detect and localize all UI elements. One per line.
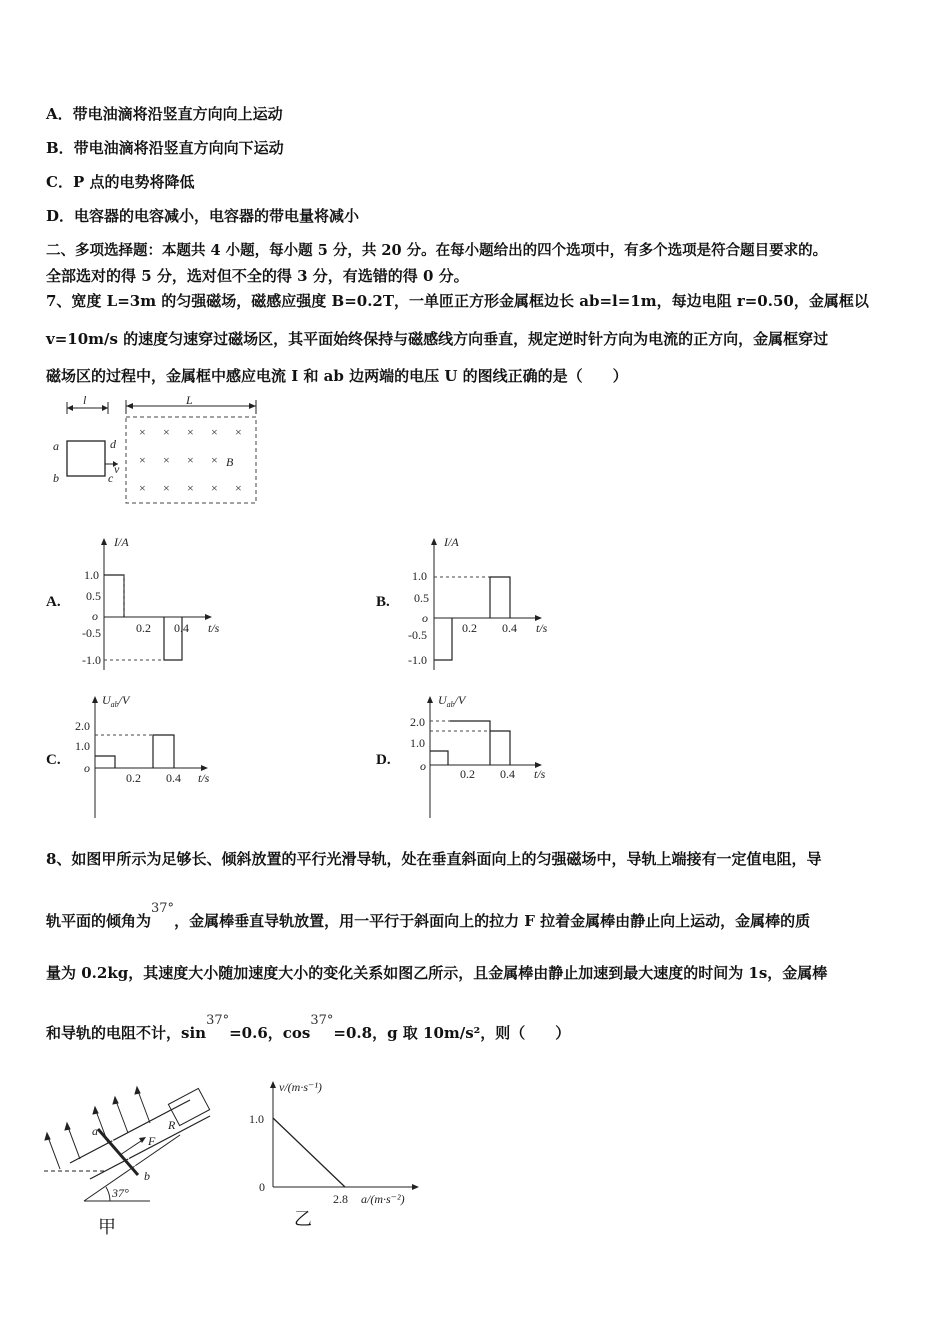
svg-text:-0.5: -0.5 bbox=[408, 628, 427, 642]
angle-37-sup: 37° bbox=[151, 901, 175, 916]
field-cross: × bbox=[187, 481, 194, 495]
svg-text:Uab/V: $U_{ab}/V$ bbox=[438, 693, 466, 709]
section2-scoring: 全部选对的得 5 分，选对但不全的得 3 分，有选错的得 0 分。 bbox=[46, 267, 469, 285]
svg-text:1.0: 1.0 bbox=[410, 736, 425, 750]
svg-text:a: a bbox=[53, 439, 59, 453]
svg-text:-1.0: -1.0 bbox=[408, 653, 427, 667]
svg-text:0.4: 0.4 bbox=[166, 771, 181, 785]
svg-text:o: o bbox=[422, 611, 428, 625]
svg-text:0.2: 0.2 bbox=[136, 621, 151, 635]
svg-text:v: v bbox=[114, 462, 120, 476]
q8-stem-line4: 和导轨的电阻不计，sin37°=0.6，cos37°=0.8，g 取 10m/s²，则（ ） bbox=[46, 1013, 571, 1042]
q7-option-a-label: A. bbox=[46, 594, 61, 610]
svg-text:I/A: I/A bbox=[114, 535, 129, 549]
q7-option-c-label: C. bbox=[46, 752, 61, 768]
field-cross: × bbox=[163, 481, 170, 495]
svg-text:0.4: 0.4 bbox=[500, 767, 515, 781]
frame-width-label: l bbox=[83, 393, 87, 407]
q7-option-b-label: B. bbox=[376, 594, 390, 610]
svg-text:t/s: t/s bbox=[198, 771, 210, 785]
svg-text:2.8: 2.8 bbox=[333, 1192, 348, 1206]
svg-text:d: d bbox=[110, 437, 116, 451]
field-cross: × bbox=[163, 453, 170, 467]
svg-text:b: b bbox=[53, 471, 59, 485]
field-cross: × bbox=[211, 481, 218, 495]
field-cross: × bbox=[139, 481, 146, 495]
svg-text:0.5: 0.5 bbox=[414, 591, 429, 605]
q7-stem-line1: 7、宽度 L=3m 的匀强磁场，磁感应强度 B=0.2T，一单匝正方形金属框边长 ab=l=1m，每边电阻 r=0.50，金属框以 bbox=[46, 292, 869, 310]
svg-text:F: F bbox=[148, 1134, 156, 1148]
svg-text:o: o bbox=[420, 759, 426, 773]
q6-option-c: C．P 点的电势将降低 bbox=[46, 173, 195, 191]
svg-text:t/s: t/s bbox=[536, 621, 548, 635]
svg-text:a: a bbox=[92, 1124, 98, 1138]
q7-option-d-label: D. bbox=[376, 752, 391, 768]
svg-text:R: R bbox=[168, 1118, 176, 1132]
svg-text:1.0: 1.0 bbox=[412, 569, 427, 583]
svg-text:t/s: t/s bbox=[534, 767, 546, 781]
field-cross: × bbox=[139, 453, 146, 467]
svg-text:t/s: t/s bbox=[208, 621, 220, 635]
svg-text:B: B bbox=[226, 455, 234, 469]
svg-text:2.0: 2.0 bbox=[75, 719, 90, 733]
field-cross: × bbox=[139, 425, 146, 439]
figure-jia-caption: 甲 bbox=[98, 1217, 116, 1238]
field-cross: × bbox=[187, 453, 194, 467]
svg-text:37°: 37° bbox=[112, 1186, 129, 1200]
svg-text:2.0: 2.0 bbox=[410, 715, 425, 729]
q6-option-d: D．电容器的电容减小，电容器的带电量将减小 bbox=[46, 207, 360, 225]
svg-text:0.5: 0.5 bbox=[86, 589, 101, 603]
q8-figure-jia bbox=[40, 1075, 240, 1235]
v-a-line bbox=[273, 1118, 345, 1187]
q6-option-a: A．带电油滴将沿竖直方向向上运动 bbox=[46, 105, 283, 123]
field-cross: × bbox=[211, 425, 218, 439]
q7-graph-c bbox=[70, 690, 240, 820]
svg-text:L: L bbox=[186, 393, 193, 407]
q8-stem-line3: 量为 0.2kg，其速度大小随加速度大小的变化关系如图乙所示，且金属棒由静止加速到最大速度的时间为 1s，金属棒 bbox=[46, 964, 828, 982]
svg-text:0.4: 0.4 bbox=[174, 621, 189, 635]
svg-text:o: o bbox=[92, 609, 98, 623]
section2-heading: 二、多项选择题：本题共 4 小题，每小题 5 分，共 20 分。在每小题给出的四个选项中，有多个选项是符合题目要求的。 bbox=[46, 242, 828, 259]
figure-yi-caption: 乙 bbox=[294, 1209, 312, 1230]
q7-stem-line2: v=10m/s 的速度匀速穿过磁场区，其平面始终保持与磁感线方向垂直，规定逆时针方向为电流的正方向，金属框穿过 bbox=[46, 330, 829, 348]
svg-text:Uab/V: $U_{ab}/V$ bbox=[102, 693, 130, 709]
field-cross: × bbox=[235, 425, 242, 439]
svg-text:v/(m·s⁻¹): v/(m·s⁻¹) bbox=[279, 1080, 322, 1094]
q8-figure-yi bbox=[245, 1075, 435, 1205]
svg-text:c: c bbox=[108, 471, 114, 485]
svg-text:1.0: 1.0 bbox=[84, 568, 99, 582]
field-cross: × bbox=[235, 481, 242, 495]
svg-text:0.4: 0.4 bbox=[502, 621, 517, 635]
q7-field-figure bbox=[50, 393, 270, 508]
q7-graph-b bbox=[400, 530, 570, 675]
field-cross: × bbox=[163, 425, 170, 439]
q6-option-b: B．带电油滴将沿竖直方向向下运动 bbox=[46, 139, 284, 157]
q7-graph-d bbox=[400, 690, 570, 820]
svg-text:0: 0 bbox=[259, 1180, 265, 1194]
svg-text:b: b bbox=[144, 1169, 150, 1183]
svg-text:0.2: 0.2 bbox=[460, 767, 475, 781]
svg-text:0.2: 0.2 bbox=[126, 771, 141, 785]
svg-text:-0.5: -0.5 bbox=[82, 626, 101, 640]
q7-stem-line3: 磁场区的过程中，金属框中感应电流 I 和 ab 边两端的电压 U 的图线正确的是（ ） bbox=[46, 367, 628, 385]
svg-text:0.2: 0.2 bbox=[462, 621, 477, 635]
q7-graph-a bbox=[70, 530, 240, 675]
svg-text:-1.0: -1.0 bbox=[82, 653, 101, 667]
svg-text:1.0: 1.0 bbox=[249, 1112, 264, 1126]
metal-frame bbox=[67, 441, 105, 476]
field-cross: × bbox=[187, 425, 194, 439]
q8-stem-line2: 轨平面的倾角为37°，金属棒垂直导轨放置，用一平行于斜面向上的拉力 F 拉着金属棒由静止向上运动，金属棒的质 bbox=[46, 901, 811, 930]
svg-text:o: o bbox=[84, 761, 90, 775]
svg-text:1.0: 1.0 bbox=[75, 739, 90, 753]
field-cross: × bbox=[211, 453, 218, 467]
svg-text:a/(m·s⁻²): a/(m·s⁻²) bbox=[361, 1192, 405, 1206]
q8-stem-line1: 8、如图甲所示为足够长、倾斜放置的平行光滑导轨，处在垂直斜面向上的匀强磁场中，导轨上端接有一定值电阻，导 bbox=[46, 850, 822, 868]
svg-text:I/A: I/A bbox=[444, 535, 459, 549]
